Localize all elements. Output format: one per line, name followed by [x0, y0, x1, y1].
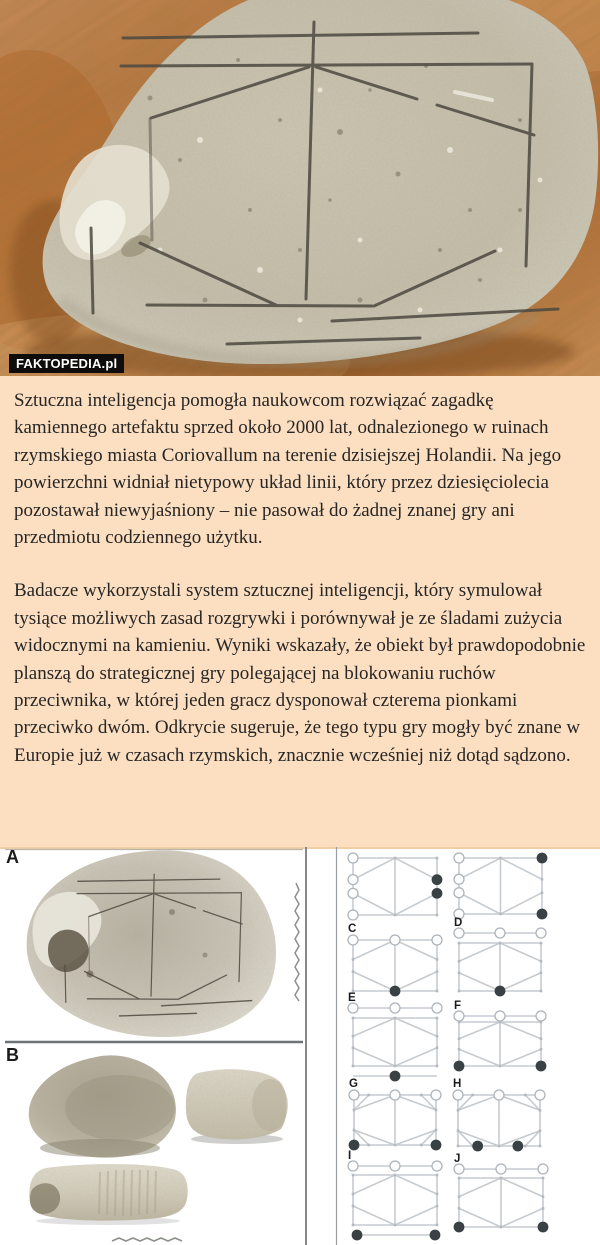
- board-node: [436, 914, 439, 917]
- black-piece: [472, 1141, 483, 1152]
- board-node: [540, 960, 543, 963]
- black-piece: [512, 1141, 523, 1152]
- black-piece: [454, 1222, 465, 1233]
- board-node: [394, 1065, 397, 1068]
- board-node: [540, 990, 543, 993]
- board-node: [436, 1017, 439, 1020]
- white-piece: [390, 1090, 400, 1100]
- black-piece: [537, 853, 548, 864]
- black-piece: [538, 1222, 549, 1233]
- board-node: [499, 1065, 502, 1068]
- board-node: [394, 1174, 397, 1177]
- board-node: [500, 1226, 503, 1229]
- board-node: [458, 1177, 461, 1180]
- board-lines: [353, 858, 437, 915]
- board-node: [436, 1035, 439, 1038]
- white-piece: [348, 935, 358, 945]
- board-node: [458, 1195, 461, 1198]
- white-piece: [496, 1164, 506, 1174]
- board-node: [352, 958, 355, 961]
- white-piece: [348, 910, 358, 920]
- white-piece: [454, 928, 464, 938]
- figure-panel-F: [454, 1000, 547, 1071]
- board-node: [458, 1037, 461, 1040]
- black-piece: [537, 909, 548, 920]
- board-node: [394, 857, 397, 860]
- board-node: [435, 1109, 438, 1112]
- white-piece: [390, 1161, 400, 1171]
- board-node: [524, 1094, 527, 1097]
- board-node: [458, 1048, 461, 1051]
- panel-label: C: [348, 923, 357, 935]
- board-node: [524, 1145, 527, 1148]
- board-node: [436, 1224, 439, 1227]
- board-node: [352, 1224, 355, 1227]
- top-photo-svg: [0, 0, 600, 376]
- panel-a-pit: [169, 909, 175, 915]
- board-node: [540, 971, 543, 974]
- white-piece: [454, 853, 464, 863]
- white-piece: [432, 935, 442, 945]
- board-node: [499, 913, 502, 916]
- board-node: [436, 970, 439, 973]
- board-node: [540, 1037, 543, 1040]
- panel-a-pit: [203, 953, 208, 958]
- white-piece: [390, 1003, 400, 1013]
- board-node: [394, 914, 397, 917]
- black-piece: [352, 1230, 363, 1241]
- black-piece: [432, 888, 443, 899]
- board-node: [539, 1109, 542, 1112]
- white-piece: [454, 874, 464, 884]
- board-node: [436, 857, 439, 860]
- board-node: [499, 857, 502, 860]
- board-node: [435, 1129, 438, 1132]
- figure-panel-unlabeled: [454, 853, 547, 920]
- board-lines: [459, 1016, 541, 1066]
- board-lines: [458, 1095, 540, 1146]
- figure-panel-H: [453, 1078, 545, 1151]
- board-node: [394, 1017, 397, 1020]
- board-node: [394, 1224, 397, 1227]
- figure-svg: [0, 847, 600, 1245]
- scale-bar-horizontal: [112, 1238, 182, 1241]
- figure-panel-J: [454, 1153, 549, 1232]
- scientific-figure: [0, 847, 600, 1245]
- board-node: [367, 1144, 370, 1147]
- watermark-text: FAKTOPEDIA.pl: [16, 356, 118, 371]
- figure-panel-D: [454, 917, 546, 996]
- top-photo: [0, 0, 600, 376]
- board-node: [540, 1048, 543, 1051]
- board-node: [458, 942, 461, 945]
- black-piece: [349, 1140, 360, 1151]
- scale-bar-vertical: [295, 883, 299, 1001]
- board-node: [458, 971, 461, 974]
- board-node: [540, 942, 543, 945]
- board-node: [539, 1145, 542, 1148]
- white-piece: [349, 1090, 359, 1100]
- board-node: [352, 1065, 355, 1068]
- white-piece: [348, 1003, 358, 1013]
- board-node: [499, 942, 502, 945]
- panel-b-label: B: [6, 1045, 19, 1065]
- stone-2-shading: [252, 1079, 288, 1131]
- board-node: [498, 1145, 501, 1148]
- stone-1-shading: [40, 1139, 160, 1157]
- white-piece: [348, 853, 358, 863]
- panel-label: E: [348, 992, 356, 1004]
- board-node: [436, 1046, 439, 1049]
- figure-panel-C: [348, 923, 442, 996]
- stone-1-shading: [65, 1075, 175, 1141]
- white-piece: [453, 1090, 463, 1100]
- black-piece: [390, 986, 401, 997]
- board-node: [352, 970, 355, 973]
- board-node: [457, 1109, 460, 1112]
- board-node: [541, 878, 544, 881]
- panel-label: F: [454, 1000, 462, 1012]
- figure-panel-G: [349, 1078, 442, 1150]
- panel-a-label: A: [6, 847, 19, 867]
- board-node: [353, 1129, 356, 1132]
- white-piece: [495, 1011, 505, 1021]
- panel-label: H: [453, 1078, 462, 1090]
- board-node: [394, 1144, 397, 1147]
- board-node: [436, 990, 439, 993]
- white-piece: [454, 888, 464, 898]
- board-node: [420, 1144, 423, 1147]
- white-piece: [536, 1011, 546, 1021]
- board-node: [420, 1094, 423, 1097]
- panel-label: J: [454, 1153, 461, 1165]
- white-piece: [454, 1011, 464, 1021]
- board-node: [542, 1207, 545, 1210]
- white-piece: [348, 888, 358, 898]
- board-node: [352, 1193, 355, 1196]
- board-node: [457, 1129, 460, 1132]
- white-piece: [432, 1003, 442, 1013]
- board-node: [353, 1109, 356, 1112]
- board-node: [541, 891, 544, 894]
- black-piece: [390, 1071, 401, 1082]
- black-piece: [495, 986, 506, 997]
- black-piece: [431, 1140, 442, 1151]
- panel-label: D: [454, 917, 463, 929]
- board-node: [436, 1065, 439, 1068]
- board-node: [500, 1177, 503, 1180]
- board-node: [539, 1129, 542, 1132]
- board-lines: [354, 1095, 436, 1145]
- white-piece: [494, 1090, 504, 1100]
- board-node: [352, 1035, 355, 1038]
- board-node: [542, 1177, 545, 1180]
- board-node: [352, 1174, 355, 1177]
- board-lines: [459, 858, 542, 914]
- game-board-diagrams: [348, 853, 548, 1241]
- white-piece: [348, 1161, 358, 1171]
- white-piece: [535, 1090, 545, 1100]
- board-node: [471, 1094, 474, 1097]
- article-paragraph-1: Sztuczna inteligencja pomogła naukowcom rozwiązać zagadkę kamiennego artefaktu sprzed około 2000 lat, odnalezionego w ruinach rzymskiego miasta Coriovallum na terenie dzisiejszej Holandii. Na jego powierzchni widniał nietypowy układ linii, który przez dziesięciolecia pozostawał niewyjaśniony – nie pasował do żadnej znanej gry ani przedmiotu codziennego użytku.: [14, 390, 562, 549]
- figure-panel-I: [348, 1150, 442, 1240]
- panel-label: I: [348, 1150, 352, 1162]
- board-node: [458, 1207, 461, 1210]
- board-lines: [353, 940, 437, 991]
- black-piece: [454, 1061, 465, 1072]
- white-piece: [495, 928, 505, 938]
- board-node: [436, 1174, 439, 1177]
- board-node: [352, 1205, 355, 1208]
- black-piece: [430, 1230, 441, 1241]
- board-node: [352, 1017, 355, 1020]
- figure-panel-E: [348, 992, 442, 1081]
- white-piece: [454, 1164, 464, 1174]
- white-piece: [348, 875, 358, 885]
- white-piece: [431, 1090, 441, 1100]
- board-node: [436, 1205, 439, 1208]
- black-piece: [432, 874, 443, 885]
- white-piece: [538, 1164, 548, 1174]
- board-node: [458, 960, 461, 963]
- white-piece: [432, 1161, 442, 1171]
- article-paragraph-2: Badacze wykorzystali system sztucznej inteligencji, który symulował tysiące możliwych zasad rozgrywki i porównywał je ze śladami zużycia widocznymi na kamieniu. Wyniki wskazały, że obiekt był prawdopodobnie planszą do strategicznej gry polegającej na blokowaniu ruchów przeciwnika, w której jeden gracz dysponował czterema pionkami przeciwko dwóm. Odkrycie sugeruje, że tego typu gry mogły być znane w Europie już w czasach rzymskich, znacznie wcześniej niż dotąd sądzono.: [14, 580, 586, 766]
- panel-label: G: [349, 1078, 358, 1090]
- black-piece: [536, 1061, 547, 1072]
- figure-panel-unlabeled: [348, 853, 442, 920]
- board-node: [458, 990, 461, 993]
- white-piece: [536, 928, 546, 938]
- board-node: [457, 1145, 460, 1148]
- article-section: [0, 376, 600, 847]
- board-node: [436, 958, 439, 961]
- watermark-badge: [9, 354, 124, 373]
- white-piece: [390, 935, 400, 945]
- board-node: [367, 1094, 370, 1097]
- board-node: [436, 1193, 439, 1196]
- board-node: [542, 1195, 545, 1198]
- board-node: [352, 1046, 355, 1049]
